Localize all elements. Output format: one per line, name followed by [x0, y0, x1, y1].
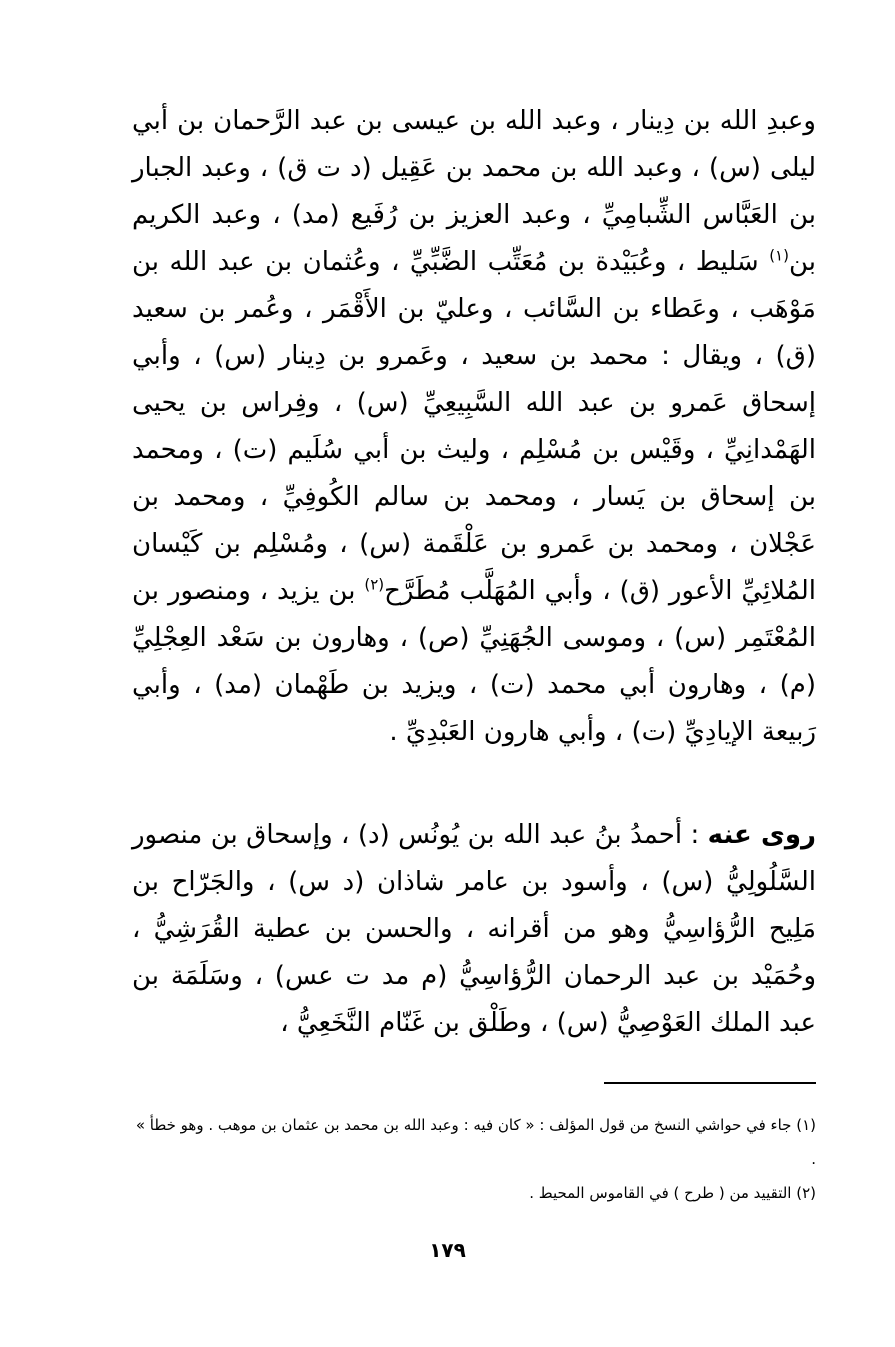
- footnote-1: (١) جاء في حواشي النسخ من قول المؤلف : « كان فيه : وعبد الله بن محمد بن عثمان بن موهب . وهو خطأ » .: [135, 1116, 816, 1168]
- narrators-paragraph: [132, 98, 816, 756]
- footnotes-section: [132, 1108, 816, 1210]
- footnote-2: (٢) التقييد من ( طرح ) في القاموس المحيط .: [529, 1184, 816, 1202]
- narrators-text-part-2: سَليط ، وعُبَيْدة بن مُعَتِّب الضَّبِّيِّ ، وعُثمان بن عبد الله بن مَوْهَب ، وعَطاء بن السَّائب ، وعليّ بن الأَقْمَر ، وعُمر بن سعيد (ق) ، ويقال : محمد بن سعيد ، وعَمرو بن دِينار (س) ، وأبي إسحاق عَمرو بن عبد الله السَّبِيعِيِّ (س) ، وفِراس بن يحيى الهَمْدانِيِّ ، وقَيْس بن مُسْلِم ، وليث بن أبي سُلَيم (ت) ، ومحمد بن إسحاق بن يَسار ، ومحمد بن سالم الكُوفِيِّ ، ومحمد بن عَجْلان ، ومحمد بن عَمرو بن عَلْقَمة (س) ، ومُسْلِم بن كَيْسان المُلائِيِّ الأعور (ق) ، وأبي المُهَلَّب مُطَرَّح: [132, 247, 816, 606]
- transmitters-heading: روى عنه: [707, 820, 816, 850]
- footnote-separator: [604, 1082, 816, 1084]
- footnote-reference-2[interactable]: (٢): [364, 575, 385, 594]
- transmitters-paragraph: [132, 812, 816, 1047]
- narrators-text-part-1: وعبدِ الله بن دِينار ، وعبد الله بن عيسى بن عبد الرَّحمان بن أبي ليلى (س) ، وعبد الله بن محمد بن عَقِيل (د ت ق) ، وعبد الجبار بن العَبَّاس الشِّبامِيِّ ، وعبد العزيز بن رُفَيع (مد) ، وعبد الكريم بن: [132, 106, 816, 277]
- footnote-reference-1[interactable]: (١): [769, 246, 789, 265]
- page-number: ١٧٩: [429, 1238, 466, 1262]
- transmitters-text: : أحمدُ بنُ عبد الله بن يُونُس (د) ، وإسحاق بن منصور السَّلُولِيُّ (س) ، وأسود بن عامر شاذان (د س) ، والجَرّاح بن مَلِيح الرُّؤاسِيُّ وهو من أقرانه ، والحسن بن عطية القُرَشِيُّ ، وحُمَيْد بن عبد الرحمان الرُّؤاسِيُّ (م مد ت عس) ، وسَلَمَة بن عبد الملك العَوْصِيُّ (س) ، وطَلْق بن غَنّام النَّخَعِيُّ ،: [132, 820, 816, 1038]
- narrators-text-part-3: بن يزيد ، ومنصور بن المُعْتَمِر (س) ، وموسى الجُهَنِيِّ (ص) ، وهارون بن سَعْد العِجْلِيِّ (م) ، وهارون أبي محمد (ت) ، ويزيد بن طَهْمان (مد) ، وأبي رَبيعة الإيادِيِّ (ت) ، وأبي هارون العَبْدِيِّ .: [132, 576, 816, 747]
